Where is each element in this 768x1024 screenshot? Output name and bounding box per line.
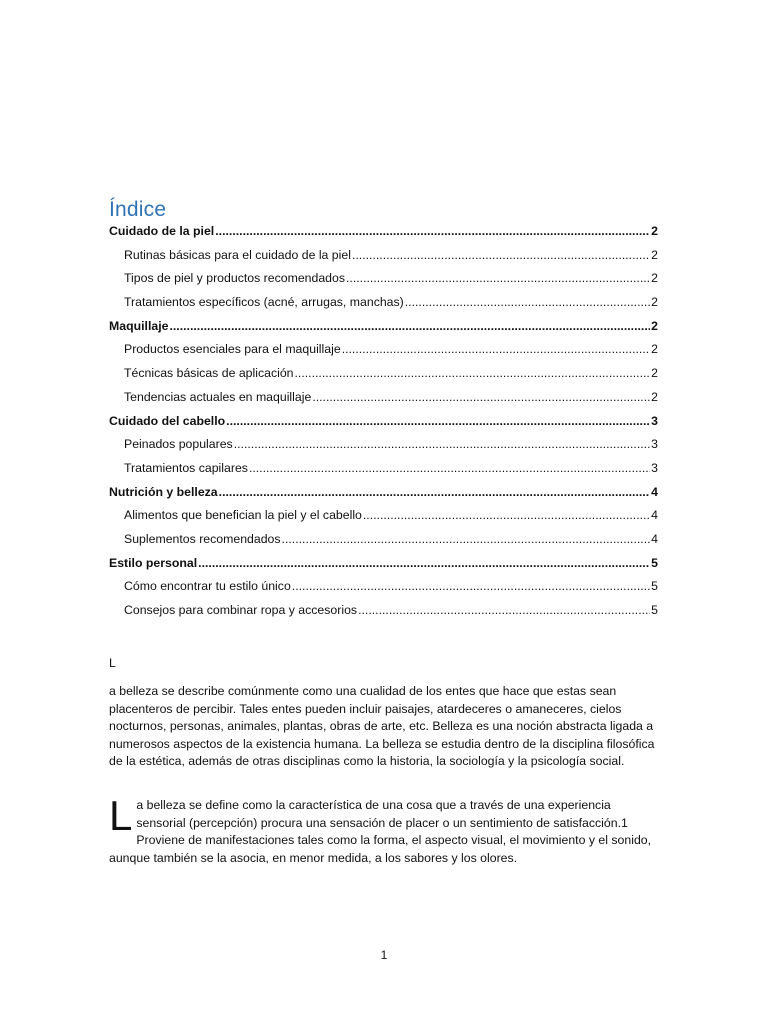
body-paragraph-1: a belleza se describe comúnmente como una cualidad de los entes que hace que estas sean placenteros de percibir. Tales entes pueden incluir paisajes, atardeceres o amaneceres, cielos nocturnos, personas, animales, plantas, obras de arte, etc. Belleza es una noción abstracta ligada a numerosos aspectos de la existencia humana. La belleza se estudia dentro de la disciplina filosófica de la estética, además de otras disciplinas como la historia, la sociología y la psicología social. <box>109 684 655 769</box>
toc-leader-dots <box>358 603 650 617</box>
toc-entry-heading[interactable] <box>109 414 658 438</box>
toc-entry-label: Tipos de piel y productos recomendados <box>124 271 346 286</box>
page-number: 1 <box>380 948 388 962</box>
toc-entry-heading[interactable] <box>109 556 658 580</box>
toc-entry-label: Tendencias actuales en maquillaje <box>124 389 312 404</box>
toc-entry-subheading[interactable] <box>109 437 658 461</box>
toc-leader-dots <box>292 579 650 593</box>
toc-entry-label: Consejos para combinar ropa y accesorios <box>124 603 358 617</box>
toc-entry-page: 4 <box>651 484 658 499</box>
toc-entry-page: 4 <box>651 531 658 546</box>
toc-entry-page: 3 <box>651 413 658 428</box>
toc-entry-label: Tratamientos capilares <box>124 460 248 475</box>
toc-leader-dots <box>312 390 650 404</box>
stray-letter: L <box>109 656 116 670</box>
toc-entry-page: 3 <box>651 437 658 452</box>
toc-leader-dots <box>352 248 650 262</box>
table-of-contents <box>109 224 658 627</box>
toc-leader-dots <box>346 271 650 285</box>
toc-leader-dots <box>234 437 650 451</box>
toc-entry-subheading[interactable] <box>109 248 658 272</box>
body-paragraph-2-text: a belleza se define como la característica de una cosa que a través de una experiencia sensorial (percepción) procura una sensación de placer o un sentimiento de satisfacción.1 Proviene de manifestaciones tales como la forma, el aspecto visual, el movimiento y el sonido, aunque también se la asocia, en menor medida, a los sabores y los olores. <box>109 798 652 865</box>
body-paragraph-2 <box>109 792 659 867</box>
toc-entry-subheading[interactable] <box>109 603 658 627</box>
toc-entry-page: 2 <box>651 389 658 404</box>
toc-entry-page: 2 <box>651 271 658 286</box>
toc-entry-heading[interactable] <box>109 224 658 248</box>
toc-entry-subheading[interactable] <box>109 579 658 603</box>
toc-entry-heading[interactable] <box>109 319 658 343</box>
toc-entry-label: Cómo encontrar tu estilo único <box>124 579 291 594</box>
toc-entry-label: Maquillaje <box>109 318 169 333</box>
toc-entry-subheading[interactable] <box>109 461 658 485</box>
toc-entry-label: Nutrición y belleza <box>109 484 218 499</box>
toc-entry-page: 2 <box>651 224 658 238</box>
toc-leader-dots <box>198 556 650 570</box>
toc-entry-subheading[interactable] <box>109 342 658 366</box>
toc-leader-dots <box>405 295 650 309</box>
toc-title: Índice <box>109 198 167 221</box>
toc-entry-label: Suplementos recomendados <box>124 531 281 546</box>
toc-entry-label: Alimentos que benefician la piel y el cabello <box>124 508 362 523</box>
toc-entry-label: Cuidado de la piel <box>109 224 215 238</box>
toc-entry-heading[interactable] <box>109 485 658 509</box>
toc-entry-subheading[interactable] <box>109 271 658 295</box>
toc-leader-dots <box>219 485 651 499</box>
toc-entry-label: Estilo personal <box>109 555 198 570</box>
toc-entry-label: Cuidado del cabello <box>109 413 226 428</box>
toc-entry-subheading[interactable] <box>109 295 658 319</box>
toc-entry-page: 2 <box>651 247 658 262</box>
toc-entry-label: Tratamientos específicos (acné, arrugas, manchas) <box>124 295 404 310</box>
toc-leader-dots <box>363 508 650 522</box>
toc-entry-label: Rutinas básicas para el cuidado de la piel <box>124 247 351 262</box>
toc-entry-page: 2 <box>651 366 658 381</box>
toc-entry-subheading[interactable] <box>109 366 658 390</box>
toc-entry-page: 4 <box>651 508 658 523</box>
toc-entry-subheading[interactable] <box>109 532 658 556</box>
drop-cap-letter: L <box>109 792 133 839</box>
toc-entry-label: Productos esenciales para el maquillaje <box>124 342 341 357</box>
toc-entry-page: 2 <box>651 318 658 333</box>
toc-entry-page: 5 <box>651 555 658 570</box>
toc-entry-label: Peinados populares <box>124 437 233 452</box>
toc-leader-dots <box>169 319 650 333</box>
toc-entry-page: 5 <box>651 603 658 617</box>
toc-entry-page: 3 <box>651 460 658 475</box>
toc-entry-subheading[interactable] <box>109 390 658 414</box>
toc-entry-subheading[interactable] <box>109 508 658 532</box>
toc-entry-label: Técnicas básicas de aplicación <box>124 366 294 381</box>
toc-leader-dots <box>342 342 650 356</box>
toc-leader-dots <box>226 414 650 428</box>
toc-leader-dots <box>282 532 651 546</box>
toc-leader-dots <box>249 461 650 475</box>
toc-leader-dots <box>295 366 651 380</box>
toc-entry-page: 2 <box>651 342 658 357</box>
toc-entry-page: 2 <box>651 295 658 310</box>
toc-entry-page: 5 <box>651 579 658 594</box>
toc-leader-dots <box>215 224 650 238</box>
